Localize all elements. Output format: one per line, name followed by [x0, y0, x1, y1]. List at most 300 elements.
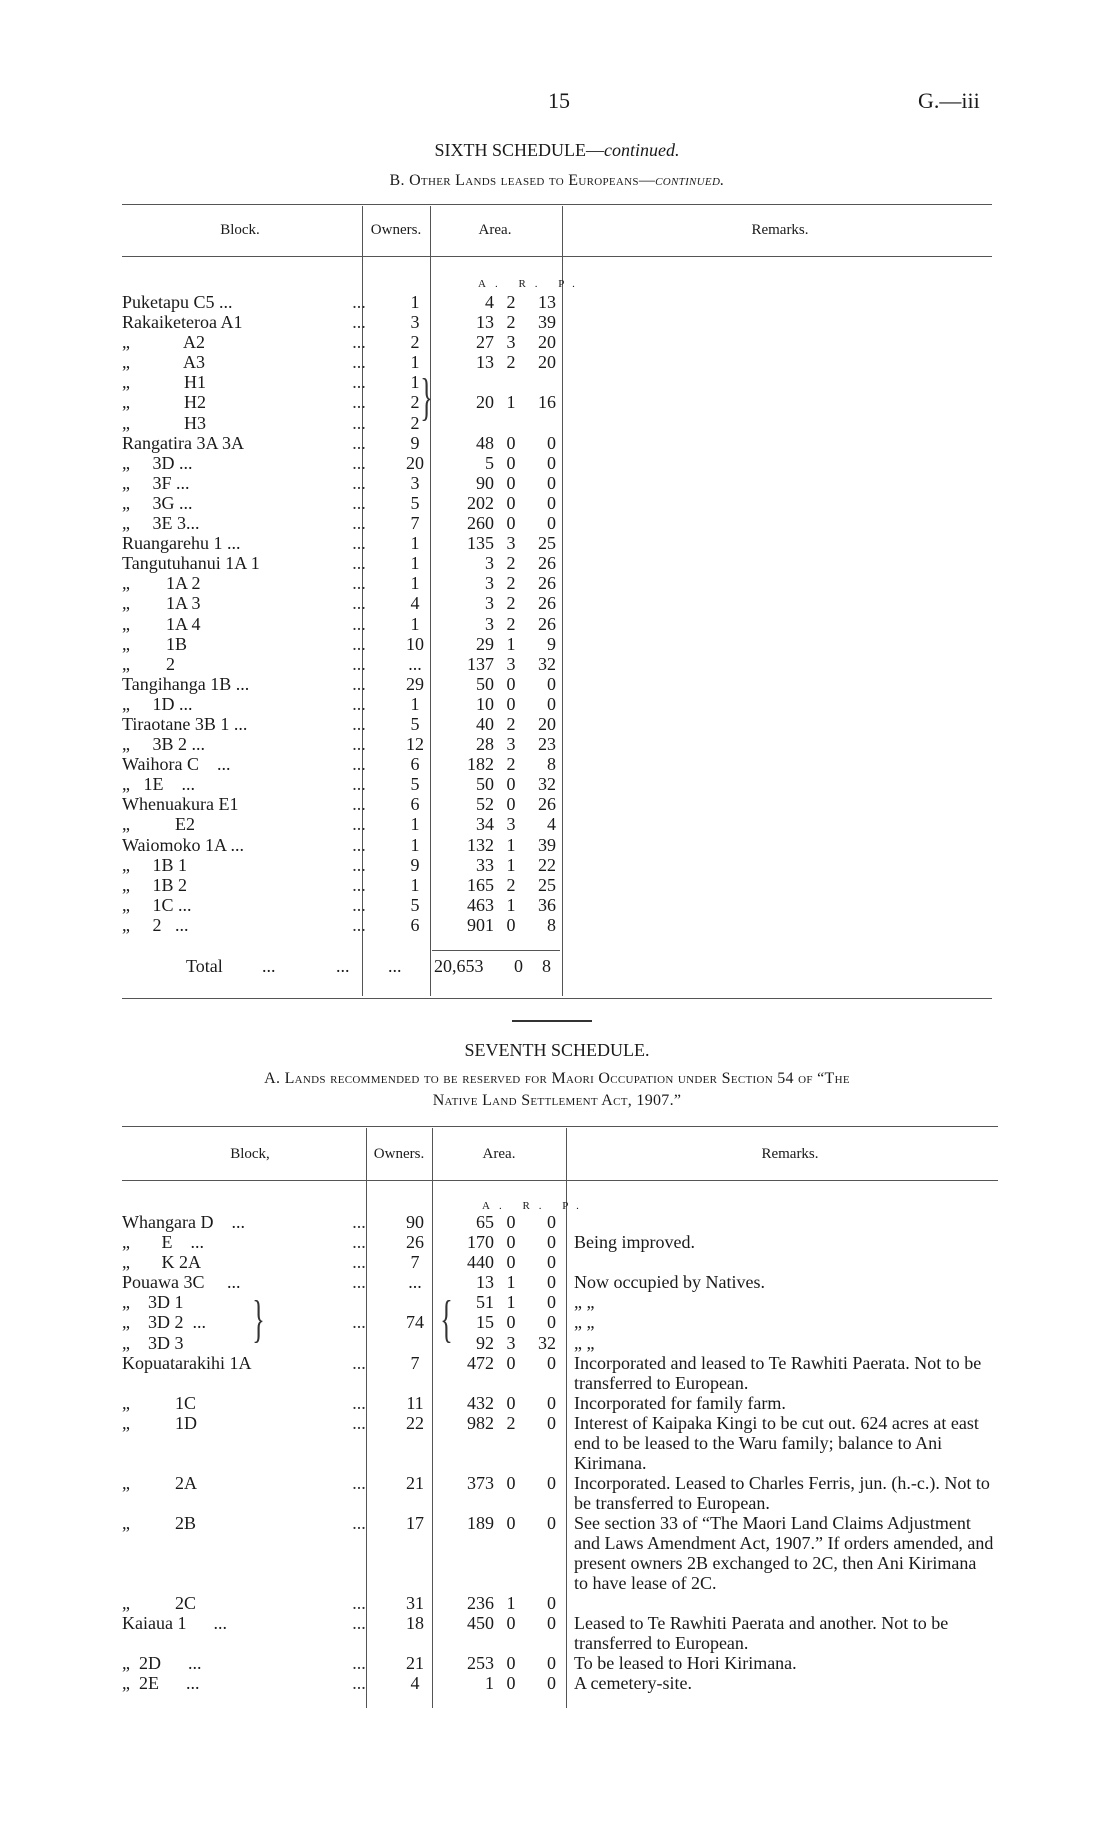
table-row	[122, 1513, 994, 1593]
perches-cell: 20	[538, 352, 556, 373]
table-row	[122, 453, 556, 473]
column-header-block: Block,	[230, 1146, 270, 1162]
table-row	[122, 1393, 994, 1413]
perches-cell: 0	[547, 673, 556, 694]
block-cell: „ 1D	[122, 1412, 197, 1433]
leader-dots: ...	[352, 914, 366, 935]
owners-cell: 26	[406, 1232, 424, 1253]
remarks-cell	[556, 1252, 994, 1272]
table-row	[122, 895, 556, 915]
remarks-cell: Incorporated. Leased to Charles Ferris, jun. (h.-c.). Not to be transferred to European.	[574, 1472, 990, 1513]
acres-cell: 65	[476, 1212, 494, 1232]
roods-cell: 2	[506, 713, 516, 734]
roods-cell: 0	[506, 673, 516, 694]
seventh-schedule-title: SEVENTH SCHEDULE.	[464, 1040, 650, 1060]
roods-cell: 1	[506, 894, 516, 915]
perches-cell: 25	[538, 874, 556, 895]
seventh-schedule-subtitle-line2: Native Land Settlement Act, 1907.”	[432, 1092, 682, 1109]
leader-dots: ...	[352, 874, 366, 895]
table-row	[122, 734, 556, 754]
leader-dots: ...	[352, 1212, 366, 1232]
perches-cell: 20	[538, 713, 556, 734]
perches-cell	[528, 372, 556, 392]
roods-cell: 1	[506, 1272, 516, 1293]
owners-cell: 6	[410, 794, 420, 815]
block-cell: „ 2B	[122, 1512, 196, 1533]
owners-cell: 1	[410, 834, 420, 855]
column-header-owners: Owners.	[373, 1146, 425, 1162]
perches-cell: 23	[538, 734, 556, 755]
perches-cell: 26	[538, 613, 556, 634]
acres-cell: 48	[476, 432, 494, 453]
total-roods: 0	[514, 956, 523, 976]
owners-cell: 2	[410, 412, 420, 433]
block-cell: Kaiaua 1 ...	[122, 1612, 227, 1633]
owners-cell: 1	[410, 613, 420, 634]
acres-cell: 1	[485, 1672, 494, 1693]
roods-cell: 1	[506, 392, 516, 413]
acres-cell: 92	[476, 1332, 494, 1353]
page-number: 15	[548, 88, 570, 113]
owners-cell: 22	[406, 1412, 424, 1433]
leader-dots	[332, 1292, 386, 1312]
roods-cell: 2	[506, 874, 516, 895]
total-dots: ...	[262, 956, 276, 976]
section-divider	[512, 1020, 592, 1022]
owners-cell: 9	[410, 854, 420, 875]
table-row	[122, 855, 556, 875]
roods-cell: 1	[506, 633, 516, 654]
owners-cell: 20	[406, 452, 424, 473]
acres-cell: 5	[485, 452, 494, 473]
table-row	[122, 694, 556, 714]
acres-cell: 28	[476, 734, 494, 755]
block-cell: „ E ...	[122, 1232, 204, 1253]
area-units: A. R. P.	[478, 278, 584, 290]
leader-dots: ...	[352, 814, 366, 835]
perches-cell: 0	[547, 1512, 556, 1533]
table-row	[122, 433, 556, 453]
perches-cell: 26	[538, 794, 556, 815]
roods-cell: 0	[506, 1252, 516, 1273]
acres-cell: 4	[485, 292, 494, 312]
leader-dots: ...	[352, 432, 366, 453]
seventh-schedule-table	[122, 1212, 994, 1693]
acres-cell: 135	[467, 533, 494, 554]
perches-cell: 0	[547, 1672, 556, 1693]
roods-cell: 0	[506, 1352, 516, 1373]
block-cell: Puketapu C5 ...	[122, 292, 233, 312]
owners-cell: 7	[410, 1252, 420, 1273]
remarks-cell: Interest of Kaipaka Kingi to be cut out. 624 acres at east end to be leased to the Waru family; balance to Ani Kirimana.	[574, 1412, 979, 1473]
block-cell: „ 2E ...	[122, 1672, 200, 1693]
acres-cell: 15	[476, 1312, 494, 1333]
leader-dots: ...	[352, 533, 366, 554]
remarks-cell: „ „	[574, 1292, 595, 1313]
leader-dots: ...	[352, 392, 366, 413]
block-cell: „ A3	[122, 352, 205, 373]
owners-cell: 90	[406, 1212, 424, 1232]
remarks-cell: Incorporated and leased to Te Rawhiti Paerata. Not to be transferred to European.	[574, 1352, 982, 1393]
leader-dots: ...	[352, 633, 366, 654]
leader-dots: ...	[352, 1612, 366, 1633]
acres-cell: 472	[467, 1352, 494, 1373]
perches-cell: 0	[547, 513, 556, 534]
table-row	[122, 1212, 994, 1232]
column-header-remarks: Remarks.	[751, 222, 809, 238]
leader-dots: ...	[352, 553, 366, 574]
acres-cell: 440	[467, 1252, 494, 1273]
column-header-area: Area.	[478, 222, 512, 238]
perches-cell: 26	[538, 573, 556, 594]
block-cell: „ 1E ...	[122, 774, 195, 795]
perches-cell: 4	[547, 814, 556, 835]
table-header-rule	[122, 256, 992, 257]
perches-cell: 8	[547, 754, 556, 775]
table-row	[122, 654, 556, 674]
acres-cell: 90	[476, 472, 494, 493]
leader-dots: ...	[352, 754, 366, 775]
block-cell: „ 1A 3	[122, 593, 201, 614]
column-header-block: Block.	[220, 222, 260, 238]
owners-cell: 31	[406, 1592, 424, 1613]
perches-cell: 0	[547, 1352, 556, 1373]
remarks-cell: Incorporated for family farm.	[574, 1392, 786, 1413]
perches-cell: 8	[547, 914, 556, 935]
table-row	[122, 1353, 994, 1393]
roods-cell: 1	[506, 1592, 516, 1613]
perches-cell: 32	[538, 1332, 556, 1353]
acres-cell: 13	[476, 312, 494, 333]
acres-cell: 137	[467, 653, 494, 674]
roods-cell: 0	[506, 914, 516, 935]
block-cell: Waihora C ...	[122, 754, 231, 775]
roods-cell: 0	[506, 452, 516, 473]
document-reference: G.—iii	[918, 88, 980, 113]
roods-cell: 1	[506, 854, 516, 875]
leader-dots: ...	[352, 1412, 366, 1433]
perches-cell: 0	[547, 1472, 556, 1493]
remarks-cell: To be leased to Hori Kirimana.	[574, 1652, 797, 1673]
block-cell: Tangutuhanui 1A 1	[122, 553, 260, 574]
roods-cell: 3	[506, 814, 516, 835]
block-cell: Rakaiketeroa A1	[122, 312, 243, 333]
leader-dots: ...	[352, 352, 366, 373]
block-cell: „ 3B 2 ...	[122, 734, 205, 755]
leader-dots: ...	[352, 693, 366, 714]
block-cell: „ 1B 1	[122, 854, 187, 875]
acres-cell: 13	[476, 352, 494, 373]
perches-cell: 26	[538, 553, 556, 574]
owners-cell: 1	[410, 553, 420, 574]
table-row	[122, 392, 556, 412]
total-rule	[432, 950, 560, 951]
owners-cell: 1	[410, 372, 420, 393]
leader-dots: ...	[352, 1672, 366, 1693]
perches-cell: 32	[538, 653, 556, 674]
perches-cell: 39	[538, 834, 556, 855]
leader-dots: ...	[352, 513, 366, 534]
total-owners: ...	[388, 956, 402, 976]
block-cell: „ 2A	[122, 1472, 197, 1493]
block-cell: „ 2D ...	[122, 1652, 202, 1673]
owners-cell: 21	[406, 1652, 424, 1673]
roods-cell: 2	[506, 312, 516, 333]
table-row	[122, 1413, 994, 1473]
leader-dots: ...	[352, 1392, 366, 1413]
roods-cell: 0	[506, 492, 516, 513]
owners-cell: 4	[410, 593, 420, 614]
perches-cell: 0	[547, 472, 556, 493]
leader-dots: ...	[352, 312, 366, 333]
owners-cell: 6	[410, 754, 420, 775]
roods-cell: 0	[506, 1312, 516, 1333]
table-row	[122, 1272, 994, 1292]
acres-cell: 29	[476, 633, 494, 654]
block-cell: „ 1B 2	[122, 874, 187, 895]
acres-cell: 3	[485, 613, 494, 634]
leader-dots: ...	[352, 734, 366, 755]
owners-cell: 1	[410, 814, 420, 835]
leader-dots: ...	[352, 673, 366, 694]
roods-cell: 2	[506, 613, 516, 634]
roods-cell: 0	[506, 1612, 516, 1633]
table-row	[122, 1673, 994, 1693]
total-dots: ...	[336, 956, 350, 976]
block-cell: „ 3E 3...	[122, 513, 200, 534]
block-cell: „ 3D ...	[122, 452, 193, 473]
table-row	[122, 372, 556, 392]
table-row	[122, 473, 556, 493]
perches-cell: 0	[547, 1232, 556, 1253]
table-row	[122, 915, 556, 935]
block-cell: „ H2	[122, 392, 206, 413]
roods-cell: 2	[506, 573, 516, 594]
acres-cell: 236	[467, 1592, 494, 1613]
roods-cell: 0	[506, 693, 516, 714]
leader-dots: ...	[352, 1232, 366, 1253]
area-units: A. R. P.	[482, 1200, 588, 1212]
owners-cell: 2	[410, 392, 420, 413]
table-top-rule	[122, 204, 992, 205]
owners-cell: 18	[406, 1612, 424, 1633]
remarks-cell: See section 33 of “The Maori Land Claims Adjustment and Laws Amendment Act, 1907.” If orders amended, and present owners 2B exchanged to 2C, then Ani Kirimana to have lease of 2C.	[574, 1512, 994, 1593]
brace: {	[440, 1291, 453, 1348]
perches-cell: 20	[538, 332, 556, 353]
block-cell: Pouawa 3C ...	[122, 1272, 241, 1293]
owners-cell: 1	[410, 292, 420, 312]
leader-dots: ...	[352, 332, 366, 353]
table-row	[122, 614, 556, 634]
perches-cell: 0	[547, 1292, 556, 1313]
leader-dots: ...	[352, 452, 366, 473]
roods-cell: 0	[506, 472, 516, 493]
table-row	[122, 1473, 994, 1513]
table-row	[122, 513, 556, 533]
table-bottom-rule	[122, 998, 992, 999]
block-cell: „ 1B	[122, 633, 187, 654]
roods-cell: 3	[506, 332, 516, 353]
owners-cell: 10	[406, 633, 424, 654]
table-row	[122, 312, 556, 332]
table-row	[122, 754, 556, 774]
remarks-cell: Leased to Te Rawhiti Paerata and another. Not to be transferred to European.	[574, 1612, 949, 1653]
owners-cell: 12	[406, 734, 424, 755]
acres-cell: 373	[467, 1472, 494, 1493]
perches-cell: 0	[547, 1212, 556, 1232]
acres-cell: 165	[467, 874, 494, 895]
perches-cell: 25	[538, 533, 556, 554]
leader-dots: ...	[352, 1652, 366, 1673]
acres-cell: 901	[467, 914, 494, 935]
owners-cell	[386, 1333, 444, 1353]
column-header-remarks: Remarks.	[761, 1146, 819, 1162]
roods-cell: 3	[506, 734, 516, 755]
leader-dots: ...	[352, 713, 366, 734]
roods-cell: 2	[506, 352, 516, 373]
table-row	[122, 593, 556, 613]
leader-dots: ...	[352, 492, 366, 513]
leader-dots: ...	[352, 1472, 366, 1493]
total-label: Total	[186, 956, 223, 976]
table-row	[122, 1593, 994, 1613]
table-row	[122, 674, 556, 694]
roods-cell: 2	[506, 292, 516, 312]
acres-cell: 20	[476, 392, 494, 413]
owners-cell: 29	[406, 673, 424, 694]
table-row	[122, 352, 556, 372]
table-row	[122, 493, 556, 513]
block-cell: Whenuakura E1	[122, 794, 239, 815]
owners-cell: 74	[406, 1312, 424, 1333]
block-cell: „ 1A 4	[122, 613, 201, 634]
leader-dots: ...	[352, 613, 366, 634]
acres-cell: 3	[485, 553, 494, 574]
acres-cell: 52	[476, 794, 494, 815]
total-perches: 8	[542, 956, 551, 976]
perches-cell: 0	[547, 492, 556, 513]
block-cell: Tiraotane 3B 1 ...	[122, 713, 248, 734]
roods-cell: 0	[506, 513, 516, 534]
perches-cell: 9	[547, 633, 556, 654]
leader-dots: ...	[352, 834, 366, 855]
leader-dots: ...	[352, 1272, 366, 1293]
owners-cell: ...	[408, 1272, 422, 1293]
roods-cell	[494, 372, 528, 392]
owners-cell: 5	[410, 774, 420, 795]
perches-cell: 0	[547, 1252, 556, 1273]
block-cell: „ H3	[122, 412, 206, 433]
table-row	[122, 835, 556, 855]
acres-cell: 182	[467, 754, 494, 775]
owners-cell: 1	[410, 573, 420, 594]
block-cell: „ 1A 2	[122, 573, 201, 594]
acres-cell: 463	[467, 894, 494, 915]
leader-dots: ...	[352, 1512, 366, 1533]
perches-cell: 0	[547, 1392, 556, 1413]
table-row	[122, 714, 556, 734]
block-cell: „ A2	[122, 332, 205, 353]
leader-dots: ...	[352, 573, 366, 594]
acres-cell	[444, 413, 494, 433]
owners-cell: 1	[410, 352, 420, 373]
owners-cell: 9	[410, 432, 420, 453]
table-row	[122, 413, 556, 433]
roods-cell: 3	[506, 533, 516, 554]
table-row	[122, 332, 556, 352]
table-row	[122, 533, 556, 553]
roods-cell: 2	[506, 754, 516, 775]
perches-cell: 32	[538, 774, 556, 795]
roods-cell: 0	[506, 1672, 516, 1693]
perches-cell: 0	[547, 693, 556, 714]
roods-cell: 2	[506, 553, 516, 574]
table-row	[122, 573, 556, 593]
acres-cell: 260	[467, 513, 494, 534]
acres-cell: 40	[476, 713, 494, 734]
owners-cell: 4	[410, 1672, 420, 1693]
table-row	[122, 814, 556, 834]
table-top-rule	[122, 1126, 998, 1127]
perches-cell: 0	[547, 1272, 556, 1293]
roods-cell	[494, 413, 528, 433]
column-header-area: Area.	[482, 1146, 516, 1162]
perches-cell: 26	[538, 593, 556, 614]
perches-cell: 39	[538, 312, 556, 333]
perches-cell: 0	[547, 1312, 556, 1333]
block-cell: „ 1D ...	[122, 693, 193, 714]
roods-cell: 0	[506, 1652, 516, 1673]
leader-dots: ...	[352, 1312, 366, 1333]
leader-dots: ...	[352, 854, 366, 875]
owners-cell: 7	[410, 1352, 420, 1373]
table-row	[122, 1232, 994, 1252]
roods-cell: 0	[506, 1512, 516, 1533]
acres-cell: 450	[467, 1612, 494, 1633]
block-cell: „ 3D 3	[122, 1332, 184, 1353]
leader-dots: ...	[352, 593, 366, 614]
table-row	[122, 1613, 994, 1653]
acres-cell: 982	[467, 1412, 494, 1433]
roods-cell: 2	[506, 593, 516, 614]
owners-cell: 1	[410, 693, 420, 714]
block-cell: Ruangarehu 1 ...	[122, 533, 241, 554]
owners-cell	[386, 1292, 444, 1312]
table-row	[122, 1252, 994, 1272]
acres-cell: 170	[467, 1232, 494, 1253]
acres-cell: 202	[467, 492, 494, 513]
block-cell: „ 3D 2 ...	[122, 1312, 206, 1333]
remarks-cell: „ „	[574, 1312, 595, 1333]
owners-cell: 1	[410, 533, 420, 554]
perches-cell: 0	[547, 432, 556, 453]
acres-cell	[444, 372, 494, 392]
roods-cell: 0	[506, 794, 516, 815]
roods-cell: 3	[506, 1332, 516, 1353]
table-row	[122, 292, 556, 312]
leader-dots	[332, 1333, 386, 1353]
acres-cell: 34	[476, 814, 494, 835]
acres-cell: 253	[467, 1652, 494, 1673]
perches-cell: 16	[538, 392, 556, 413]
block-cell: „ H1	[122, 372, 206, 393]
total-acres: 20,653	[434, 956, 484, 976]
remarks-cell	[556, 1212, 994, 1232]
table-header-rule	[122, 1180, 998, 1181]
block-cell: „ 2C	[122, 1592, 196, 1613]
table-row	[122, 1653, 994, 1673]
acres-cell: 13	[476, 1272, 494, 1293]
